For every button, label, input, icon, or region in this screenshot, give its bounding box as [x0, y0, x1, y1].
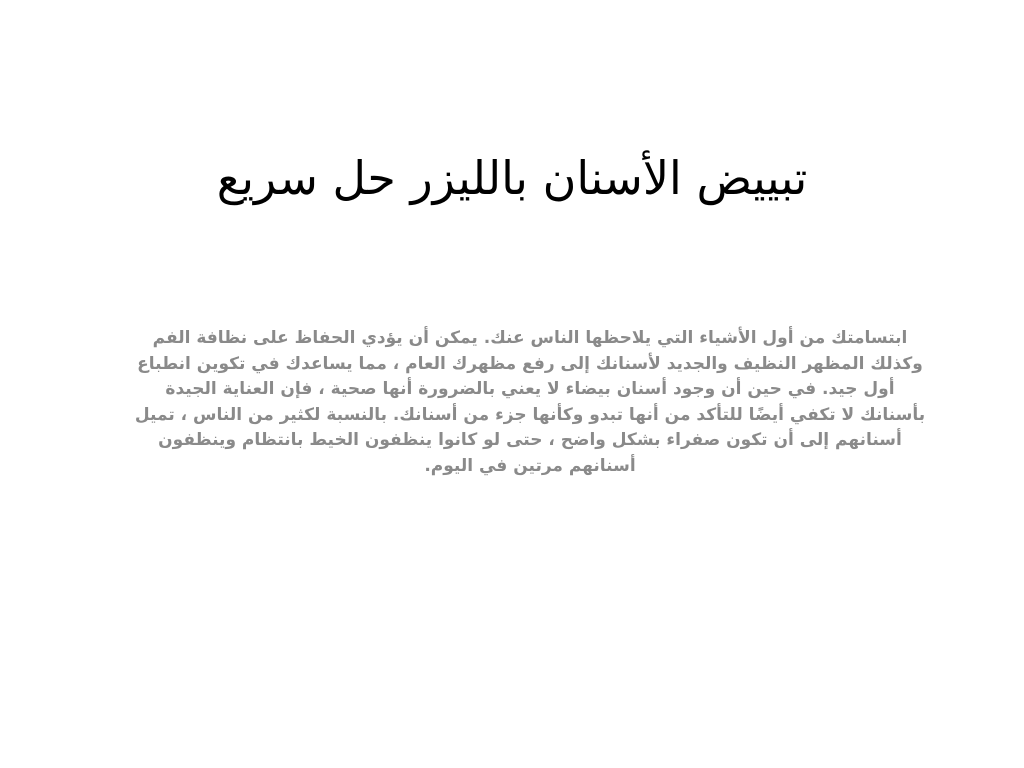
slide-title: تبييض الأسنان بالليزر حل سريع: [216, 151, 808, 205]
slide-body-text: ابتسامتك من أول الأشياء التي يلاحظها الناس عنك. يمكن أن يؤدي الحفاظ على نظافة الفم وكذلك المظهر النظيف والجديد لأسنانك إلى رفع مظهرك العام ، مما يساعدك في تكوين انطباع أول جيد. في حين أن وجود أسنان بيضاء لا يعني بالضرورة أنها صحية ، فإن العناية الجيدة بأسنانك لا تكفي أيضًا للتأكد من أنها تبدو وكأنها جزء من أسنانك. بالنسبة لكثير من الناس ، تميل أسنانهم إلى أن تكون صفراء بشكل واضح ، حتى لو كانوا ينظفون الخيط بانتظام وينظفون أسنانهم مرتين في اليوم.: [134, 328, 926, 476]
